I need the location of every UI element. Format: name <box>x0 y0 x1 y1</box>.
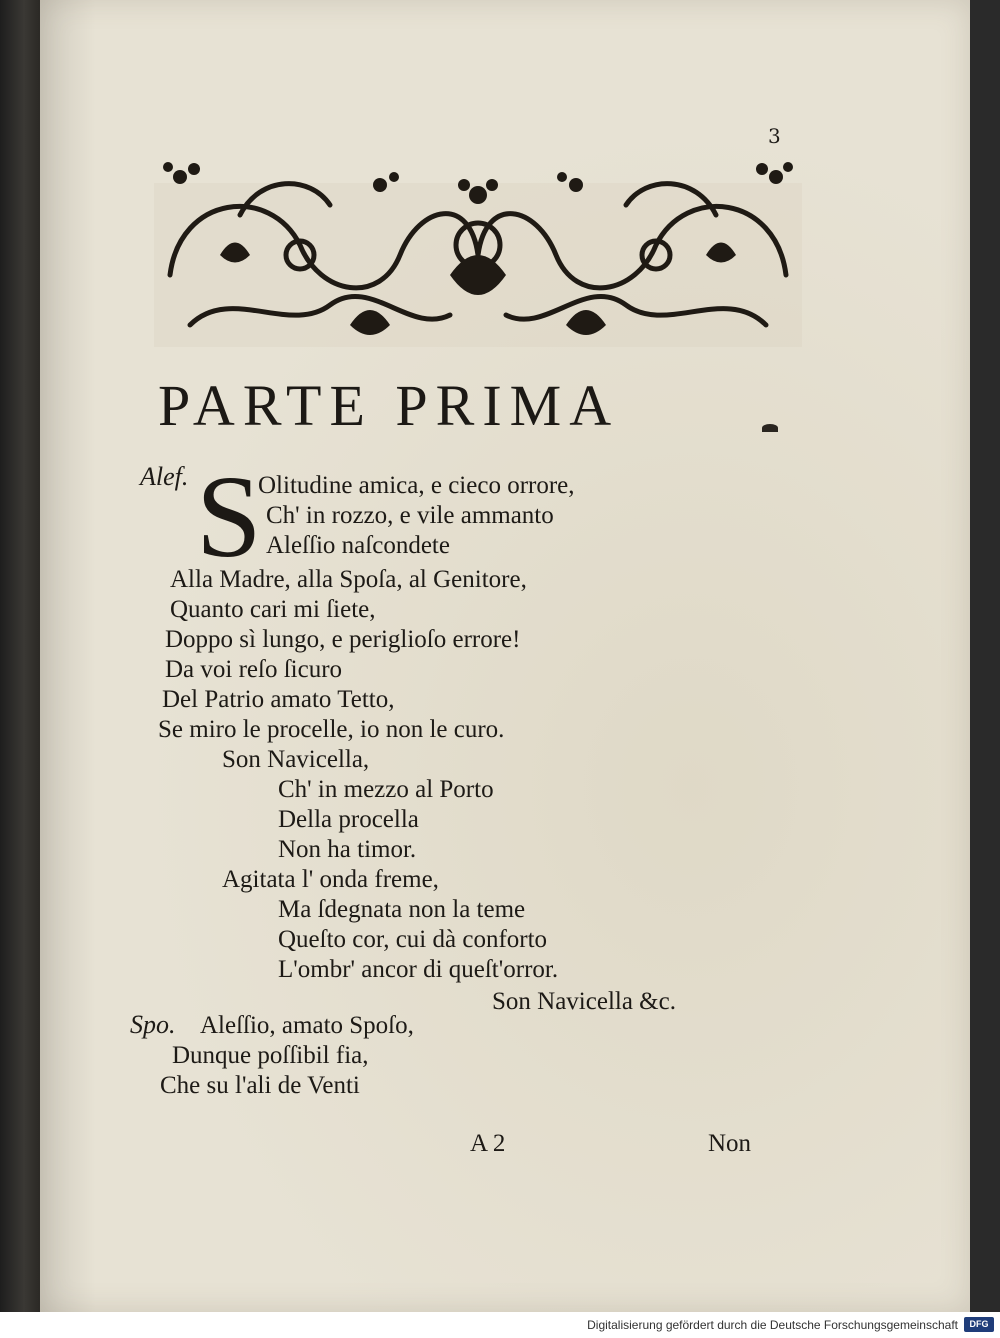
dfg-logo: DFG <box>964 1317 994 1332</box>
catchword: Non <box>708 1130 752 1157</box>
signature-mark: A 2 <box>470 1130 506 1157</box>
verse-line: Ch' in rozzo, e vile ammanto <box>266 502 554 529</box>
verse-line: Aleſſio naſcondete <box>266 532 450 559</box>
aria-line: Agitata l' onda freme, <box>222 866 439 893</box>
drop-cap: S <box>196 451 262 582</box>
title-ornament-mark <box>762 424 778 432</box>
verse-line: Aleſſio, amato Spoſo, <box>200 1012 414 1039</box>
aria-line: Ch' in mezzo al Porto <box>278 776 494 803</box>
speaker-label-alessio: Alef. <box>140 462 189 491</box>
verse-line: Quanto cari mi ſiete, <box>170 596 376 623</box>
verse-line: Doppo sì lungo, e perіglioſo errore! <box>165 626 521 653</box>
page-title: PARTE PRIMA <box>158 373 620 438</box>
aria-line: Son Navicella, <box>222 746 370 773</box>
footer-credit: Digitalisierung gefördert durch die Deutsche Forschungsgemeinschaft <box>587 1318 958 1332</box>
aria-line: Ma ſdegnata non la teme <box>278 896 526 923</box>
footer-bar <box>0 1312 1000 1338</box>
verse-line: Che su l'ali de Venti <box>160 1072 360 1099</box>
verse-line: Se miro le procelle, io non le curo. <box>158 716 505 743</box>
aria-line: L'ombr' ancor di queſt'orror. <box>278 956 559 983</box>
page-number: 3 <box>768 124 781 148</box>
ornamental-headpiece <box>150 155 806 353</box>
book-spine <box>0 0 40 1312</box>
verse-line: Da voi reſo ſicuro <box>165 656 343 683</box>
aria-line: Queſto cor, cui dà conforto <box>278 926 548 953</box>
aria-line: Non ha timor. <box>278 836 417 863</box>
verse-line: Dunque poſſibil fia, <box>172 1042 369 1069</box>
da-capo-line: Son Navicella &c. <box>492 988 676 1015</box>
speaker-label-sposa: Spo. <box>130 1010 176 1039</box>
verse-line: Olitudine amica, e cieco orrore, <box>258 472 575 499</box>
verse-line: Alla Madre, alla Spoſa, al Genitore, <box>170 566 527 593</box>
aria-line: Della procella <box>278 806 419 833</box>
verse-line: Del Patrio amato Tetto, <box>162 686 395 713</box>
